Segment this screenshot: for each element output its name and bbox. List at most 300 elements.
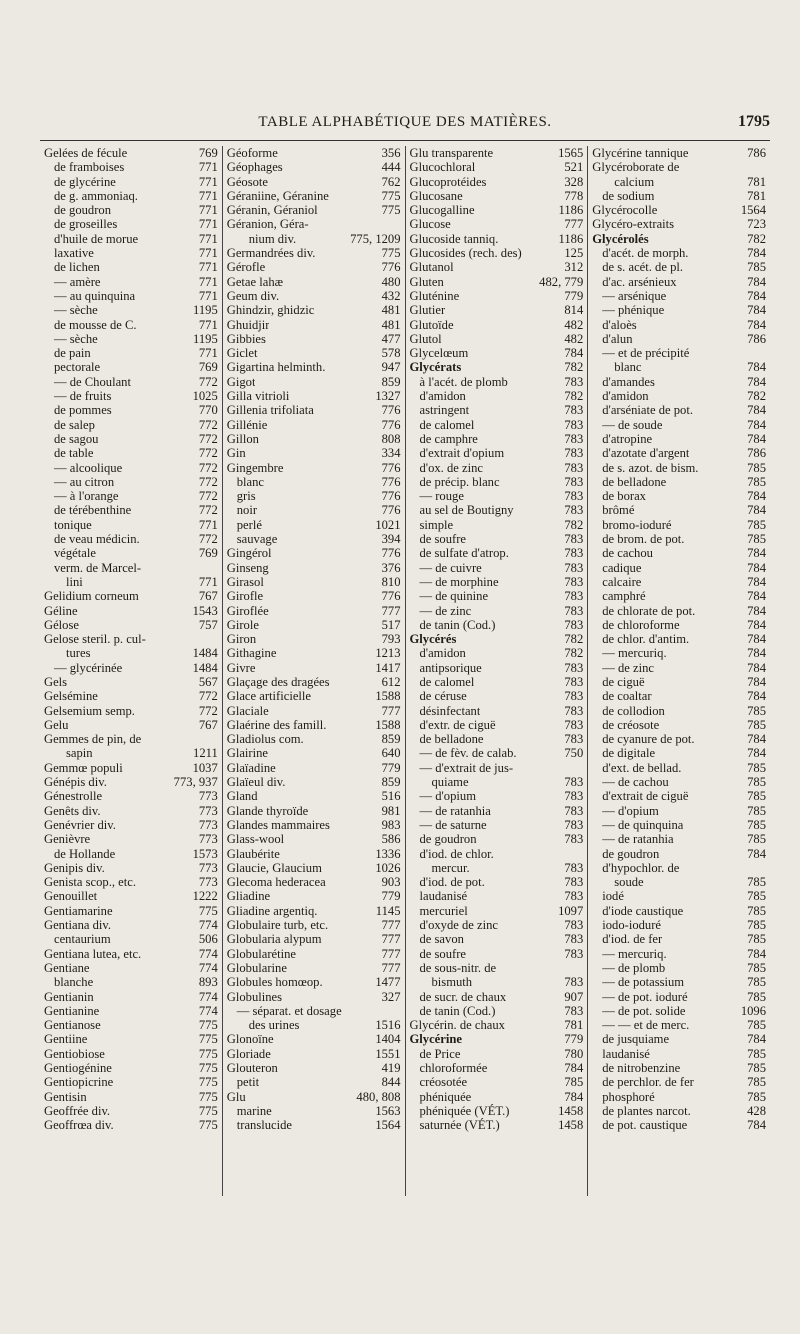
index-page-ref: 859 [381,732,401,747]
index-term: Gentianose [44,1018,101,1033]
index-term: — sèche [54,331,98,346]
index-term: Genista scop., etc. [44,875,136,890]
index-entry [227,189,401,203]
index-entry [592,475,766,489]
index-page-ref: 784 [747,403,766,418]
index-entry [227,975,401,989]
index-term: — à l'orange [54,489,119,504]
index-entry [410,418,584,432]
index-page-ref: 1025 [192,389,218,404]
index-page-ref: 780 [564,1046,584,1061]
index-term: Gemmes de pin, de [44,732,142,747]
index-entry [592,403,766,417]
index-term: de sous-nitr. de [419,960,497,975]
index-entry [227,732,401,746]
index-term: de céruse [419,689,467,704]
index-page-ref: 772 [198,503,218,518]
index-term: perlé [236,517,262,532]
index-term: de pot. caustique [602,1118,688,1133]
index-term: Githagine [226,646,277,661]
index-page-ref: 773 [198,860,218,875]
index-page-ref: 784 [747,1118,766,1133]
index-page-ref: 419 [381,1061,401,1075]
index-entry [227,561,401,575]
index-page-ref: 776 [381,489,401,504]
index-term: cadique [602,560,642,575]
index-page-ref: 784 [747,360,766,375]
index-page-ref: 785 [747,1046,766,1061]
index-page-ref: 1551 [375,1046,401,1061]
index-page-ref: 814 [564,303,584,318]
index-entry [44,489,218,503]
index-term: de calomel [419,674,475,689]
index-term: d'amidon [602,389,649,404]
index-page-ref: 782 [564,389,584,404]
index-term: Gliadine [226,889,271,904]
index-term: de jusquiame [602,1032,670,1047]
index-page-ref: 783 [564,703,584,718]
index-term: Globularia alypum [226,932,322,947]
index-page-ref: 772 [198,532,218,547]
index-entry [44,332,218,346]
index-term: de Hollande [54,846,116,861]
index-page-ref: 784 [747,246,766,261]
index-term: de savon [419,932,464,947]
index-term: à l'acét. de plomb [419,374,508,389]
index-term: iodo-ioduré [602,918,662,933]
index-page-ref: 784 [747,417,766,432]
index-term: mercuriel [419,903,468,918]
index-page-ref: 1477 [375,975,401,990]
index-page-ref: 776 [381,403,401,418]
index-term: blanc [614,360,642,375]
index-term: Glycérin. de chaux [409,1018,505,1033]
index-entry [592,875,766,889]
index-term: Glaubérite [226,846,280,861]
index-term: bromo-ioduré [602,517,672,532]
index-entry [44,661,218,675]
index-entry [227,589,401,603]
index-term: — de Choulant [54,374,131,389]
index-page-ref: 770 [198,403,218,418]
index-page-ref: 777 [381,603,401,618]
index-page-ref: 983 [381,817,401,832]
index-entry [227,718,401,732]
index-term: Geoffrée div. [44,1103,111,1118]
index-entry [410,217,584,231]
index-entry [227,403,401,417]
index-term: Glandes mammaires [226,817,330,832]
index-entry [592,789,766,803]
index-term: tures [66,646,91,661]
index-entry [44,889,218,903]
index-entry [410,489,584,503]
index-page-ref: 785 [747,517,766,532]
index-page-ref: 777 [381,932,401,947]
index-term: Glucose [409,217,451,232]
index-term: Gentiobiose [44,1046,105,1061]
index-page-ref: 1097 [558,903,584,918]
index-term: Giroflée [226,603,269,618]
index-term: — rouge [419,489,464,504]
index-term: Giron [226,632,257,647]
index-page-ref: 767 [198,717,218,732]
index-term: saturnée (VÉT.) [419,1118,500,1133]
index-entry [410,932,584,946]
index-term: — au citron [54,474,115,489]
index-page-ref: 775 [198,1046,218,1061]
index-term: de pain [54,346,91,361]
index-entry [227,275,401,289]
index-term: Glaucie, Glaucium [226,860,322,875]
index-entry [44,289,218,303]
index-entry [592,360,766,374]
index-term: — glycérinée [54,660,123,675]
index-term: — séparat. et dosage [236,1003,342,1018]
index-entry [592,1075,766,1089]
index-term: Glutoïde [409,317,454,332]
index-entry [410,289,584,303]
index-page-ref: 516 [381,789,401,804]
index-page-ref: 769 [198,546,218,561]
index-term: — alcoolique [54,460,123,475]
index-page-ref: 779 [381,889,401,904]
index-entry [410,1090,584,1104]
index-entry [44,260,218,274]
index-entry [227,689,401,703]
index-term: de pommes [54,403,112,418]
index-entry [592,804,766,818]
index-term: Gemmœ populi [44,760,123,775]
index-entry [227,947,401,961]
index-term: Glucogalline [409,203,475,218]
index-page-ref: 1564 [375,1118,401,1133]
index-term: de sulfate d'atrop. [419,546,509,561]
index-page-ref: 1458 [558,1118,584,1133]
index-entry [44,789,218,803]
index-entry [410,303,584,317]
index-page-ref: 775 [198,1018,218,1033]
index-entry [44,861,218,875]
index-entry [410,518,584,532]
index-page-ref: 334 [381,446,401,461]
index-term: — de zinc [602,660,655,675]
index-page-ref: 783 [564,832,584,847]
index-page-ref: 785 [747,1018,766,1033]
index-page-ref: 775, 1209 [350,231,401,246]
index-term: de table [54,446,94,461]
index-term: laxative [54,246,94,261]
index-page-ref: 779 [564,1032,584,1047]
index-entry [227,332,401,346]
index-term: — mercuriq. [602,646,667,661]
index-page-ref: 773 [198,789,218,804]
index-entry [592,289,766,303]
index-term: de veau médicin. [54,532,140,547]
index-term: — mercuriq. [602,946,667,961]
index-term: d'alun [602,331,633,346]
index-term: Glutanol [409,260,454,275]
index-entry [227,961,401,975]
index-entry [592,1047,766,1061]
index-term: Gingembre [226,460,284,475]
index-page-ref: 1563 [375,1103,401,1118]
index-entry [410,861,584,875]
index-term: Gland [226,789,258,804]
index-entry [592,275,766,289]
index-page-ref: 784 [747,732,766,747]
index-term: laudanisé [602,1046,650,1061]
index-term: Glycérocolle [592,203,658,218]
index-term: d'extrait d'opium [419,446,505,461]
index-entry [44,1104,218,1118]
index-page-ref: 859 [381,775,401,790]
index-entry [227,675,401,689]
index-entry [592,160,766,174]
index-entry [227,832,401,846]
index-term: Glucosane [409,188,463,203]
index-term: d'ac. arsénieux [602,274,677,289]
index-entry [410,718,584,732]
index-entry [44,217,218,231]
index-term: de glycérine [54,174,116,189]
index-entry [227,246,401,260]
index-entry [227,1104,401,1118]
index-page-ref: 783 [564,603,584,618]
index-term: — de zinc [419,603,472,618]
index-entry [410,732,584,746]
index-entry [227,160,401,174]
index-term: d'extrait de ciguë [602,789,689,804]
index-entry [227,203,401,217]
index-page-ref: 771 [198,160,218,175]
index-page-ref: 775 [198,1061,218,1075]
index-term: mercur. [431,860,470,875]
index-entry [592,661,766,675]
index-term: d'extr. de ciguë [419,717,496,732]
index-term: de soufre [419,532,467,547]
index-page-ref: 771 [198,517,218,532]
index-entry [592,532,766,546]
index-page-ref: 428 [747,1103,766,1118]
index-term: de tanin (Cod.) [419,1003,496,1018]
index-entry [44,589,218,603]
index-entry [44,432,218,446]
index-page-ref: 947 [381,360,401,375]
index-page-ref: 394 [381,532,401,547]
index-page-ref: 785 [747,460,766,475]
index-page-ref: 1404 [375,1032,401,1047]
index-term: Gigartina helminth. [226,360,326,375]
index-page-ref: 771 [198,203,218,218]
index-term: de goudron [54,203,112,218]
index-term: Gérofle [226,260,266,275]
index-term: Gingérol [226,546,272,561]
index-page-ref: 783 [564,417,584,432]
index-term: d'amidon [419,389,466,404]
index-term: de sodium [602,188,655,203]
index-entry [227,1047,401,1061]
index-term: — de plomb [602,960,666,975]
index-page-ref: 776 [381,260,401,275]
index-entry [410,975,584,989]
index-entry [44,904,218,918]
index-entry [410,704,584,718]
index-term: Glass-wool [226,832,285,847]
index-entry [410,389,584,403]
index-page-ref: 808 [381,431,401,446]
index-entry [227,1118,401,1132]
index-entry [227,461,401,475]
index-term: d'hypochlor. de [602,860,680,875]
index-entry [44,847,218,861]
index-term: d'aloès [602,317,637,332]
index-entry [410,990,584,1004]
index-term: de g. ammoniaq. [54,188,138,203]
index-term: d'acét. de morph. [602,246,689,261]
index-page-ref: 521 [564,160,584,175]
index-page-ref: 783 [564,803,584,818]
index-entry [44,1075,218,1089]
index-entry [44,718,218,732]
index-entry [592,561,766,575]
index-page-ref: 772 [198,460,218,475]
index-term: de coaltar [602,689,652,704]
index-term: Glucoside tanniq. [409,231,499,246]
index-page-ref: 774 [198,989,218,1004]
index-term: Gibbies [226,331,266,346]
index-term: Glande thyroïde [226,803,309,818]
index-entry [227,861,401,875]
index-page-ref: 783 [564,660,584,675]
index-term: Gluten [409,274,444,289]
index-term: Ghindzir, ghidzic [226,303,315,318]
index-page-ref: 1543 [192,603,218,618]
index-page-ref: 784 [747,489,766,504]
index-term: Gentiogénine [44,1061,112,1075]
index-term: — phénique [602,303,665,318]
index-entry [44,403,218,417]
index-page-ref: 769 [198,360,218,375]
index-term: — au quinquina [54,288,136,303]
index-entry [227,475,401,489]
index-entry [410,360,584,374]
index-entry [410,189,584,203]
index-entry [227,532,401,546]
index-term: — de potassium [602,975,685,990]
index-page-ref: 783 [564,789,584,804]
index-page-ref: 783 [564,946,584,961]
index-term: Gillenia trifoliata [226,403,314,418]
index-term: — d'opium [602,803,659,818]
index-page-ref: 810 [381,574,401,589]
index-entry [410,661,584,675]
index-term: Glycérolés [592,231,649,246]
index-page-ref: 775 [381,203,401,218]
index-term: de mousse de C. [54,317,137,332]
index-term: Ghuidjir [226,317,270,332]
index-entry [227,318,401,332]
index-term: de salep [54,417,95,432]
index-entry [44,503,218,517]
index-page-ref: 1588 [375,689,401,704]
index-column-3 [405,146,588,1196]
index-page-ref: 1186 [558,203,584,218]
index-entry [410,875,584,889]
index-page-ref: 785 [747,532,766,547]
index-page-ref: 1417 [375,660,401,675]
index-page-ref: 779 [381,760,401,775]
index-page-ref: 775 [198,1103,218,1118]
index-term: de s. acét. de pl. [602,260,684,275]
page-title: TABLE ALPHABÉTIQUE DES MATIÈRES. [258,114,552,130]
index-entry [44,646,218,660]
index-term: Genièvre [44,832,91,847]
index-page-ref: 774 [198,918,218,933]
index-term: Geoffrœa div. [44,1118,114,1133]
index-entry [592,575,766,589]
index-term: de chlorate de pot. [602,603,696,618]
index-entry [44,360,218,374]
index-entry [410,961,584,975]
index-page-ref: 771 [198,317,218,332]
index-entry [410,561,584,575]
index-entry [44,275,218,289]
index-page-ref: 784 [747,503,766,518]
index-entry [227,546,401,560]
index-entry [227,346,401,360]
index-page-ref: 783 [564,560,584,575]
index-term: — de soude [602,417,663,432]
index-page-ref: 783 [564,1003,584,1018]
index-term: Glouteron [226,1061,278,1075]
index-entry [592,1090,766,1104]
index-term: d'ox. de zinc [419,460,483,475]
index-page-ref: 771 [198,246,218,261]
index-page-ref: 612 [381,674,401,689]
index-term: Gentiane [44,960,90,975]
index-entry [44,704,218,718]
index-term: Glu transparente [409,146,494,160]
index-entry [44,1018,218,1032]
index-page-ref: 786 [747,331,766,346]
index-entry [592,732,766,746]
index-column-2 [222,146,405,1196]
index-entry [227,289,401,303]
index-page-ref: 772 [198,703,218,718]
index-entry [410,432,584,446]
index-term: au sel de Boutigny [419,503,514,518]
index-page-ref: 775 [198,903,218,918]
index-entry [44,618,218,632]
index-entry [227,303,401,317]
index-page-ref: 1026 [375,860,401,875]
index-entry [592,618,766,632]
index-page-ref: 356 [381,146,401,160]
index-entry [592,546,766,560]
index-entry [592,1018,766,1032]
index-entry [592,432,766,446]
index-entry [227,575,401,589]
index-page-ref: 782 [564,517,584,532]
index-page-ref: 444 [381,160,401,175]
index-page-ref: 784 [747,274,766,289]
index-term: Géosote [226,174,269,189]
index-entry [592,1118,766,1132]
index-term: petit [236,1075,260,1090]
index-entry [44,203,218,217]
index-page-ref: 586 [381,832,401,847]
